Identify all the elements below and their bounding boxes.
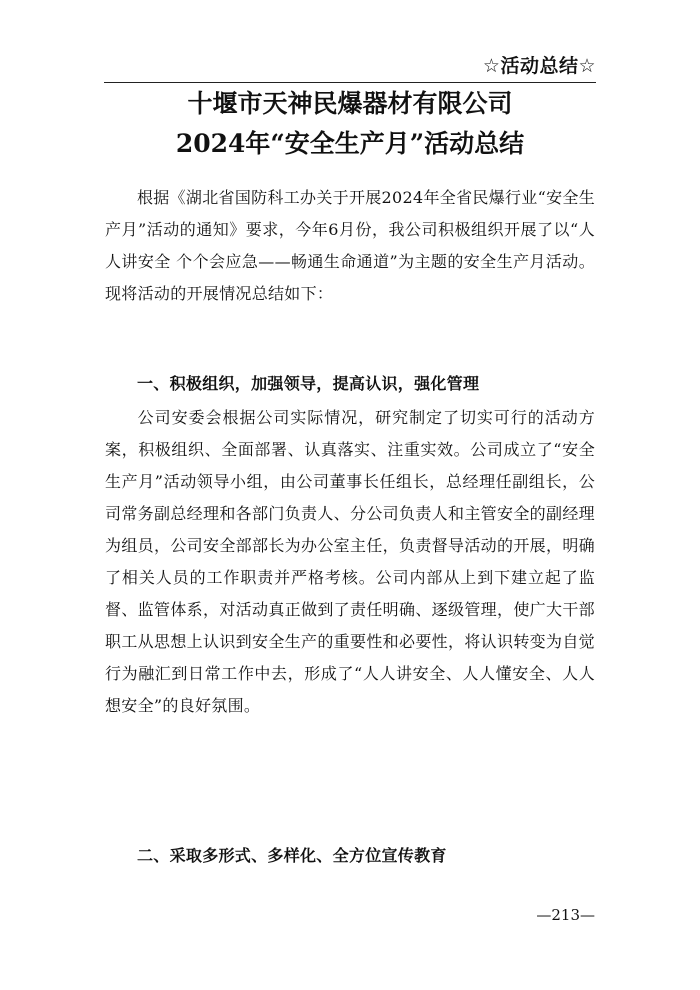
intro-paragraph	[105, 182, 595, 310]
section-heading-1: 一、积极组织，加强领导，提高认识，强化管理	[137, 374, 480, 393]
document-title-line-2: 2024年“安全生产月”活动总结	[175, 129, 525, 158]
header-divider	[104, 82, 596, 83]
page-number: —213—	[536, 906, 595, 924]
section-1-paragraph-text: 公司安委会根据公司实际情况，研究制定了切实可行的活动方案，积极组织、全面部署、认真落实、注重实效。公司成立了“安全生产月”活动领导小组，由公司董事长任组长，总经理任副组长，公司常务副总经理和各部门负责人、分公司负责人和主管安全的副经理为组员，公司安全部部长为办公室主任，负责督导活动的开展，明确了相关人员的工作职责并严格考核。公司内部从上到下建立起了监督、监管体系，对活动真正做到了责任明确、逐级管理，使广大干部职工从思想上认识到安全生产的重要性和必要性，将认识转变为自觉行为融汇到日常工作中去，形成了“人人讲安全、人人懂安全、人人想安全”的良好氛围。	[105, 408, 595, 715]
section-heading-2: 二、采取多形式、多样化、全方位宣传教育	[137, 846, 447, 865]
section-1-paragraph	[105, 402, 595, 722]
intro-paragraph-text: 根据《湖北省国防科工办关于开展2024年全省民爆行业“安全生产月”活动的通知》要求，今年6月份，我公司积极组织开展了以“人人讲安全 个个会应急——畅通生命通道”为主题的安全生产月活动。现将活动的开展情况总结如下：	[105, 188, 595, 303]
header-section-tag: ☆活动总结☆	[482, 55, 596, 77]
document-title-line-1: 十堰市天神民爆器材有限公司	[187, 89, 513, 118]
